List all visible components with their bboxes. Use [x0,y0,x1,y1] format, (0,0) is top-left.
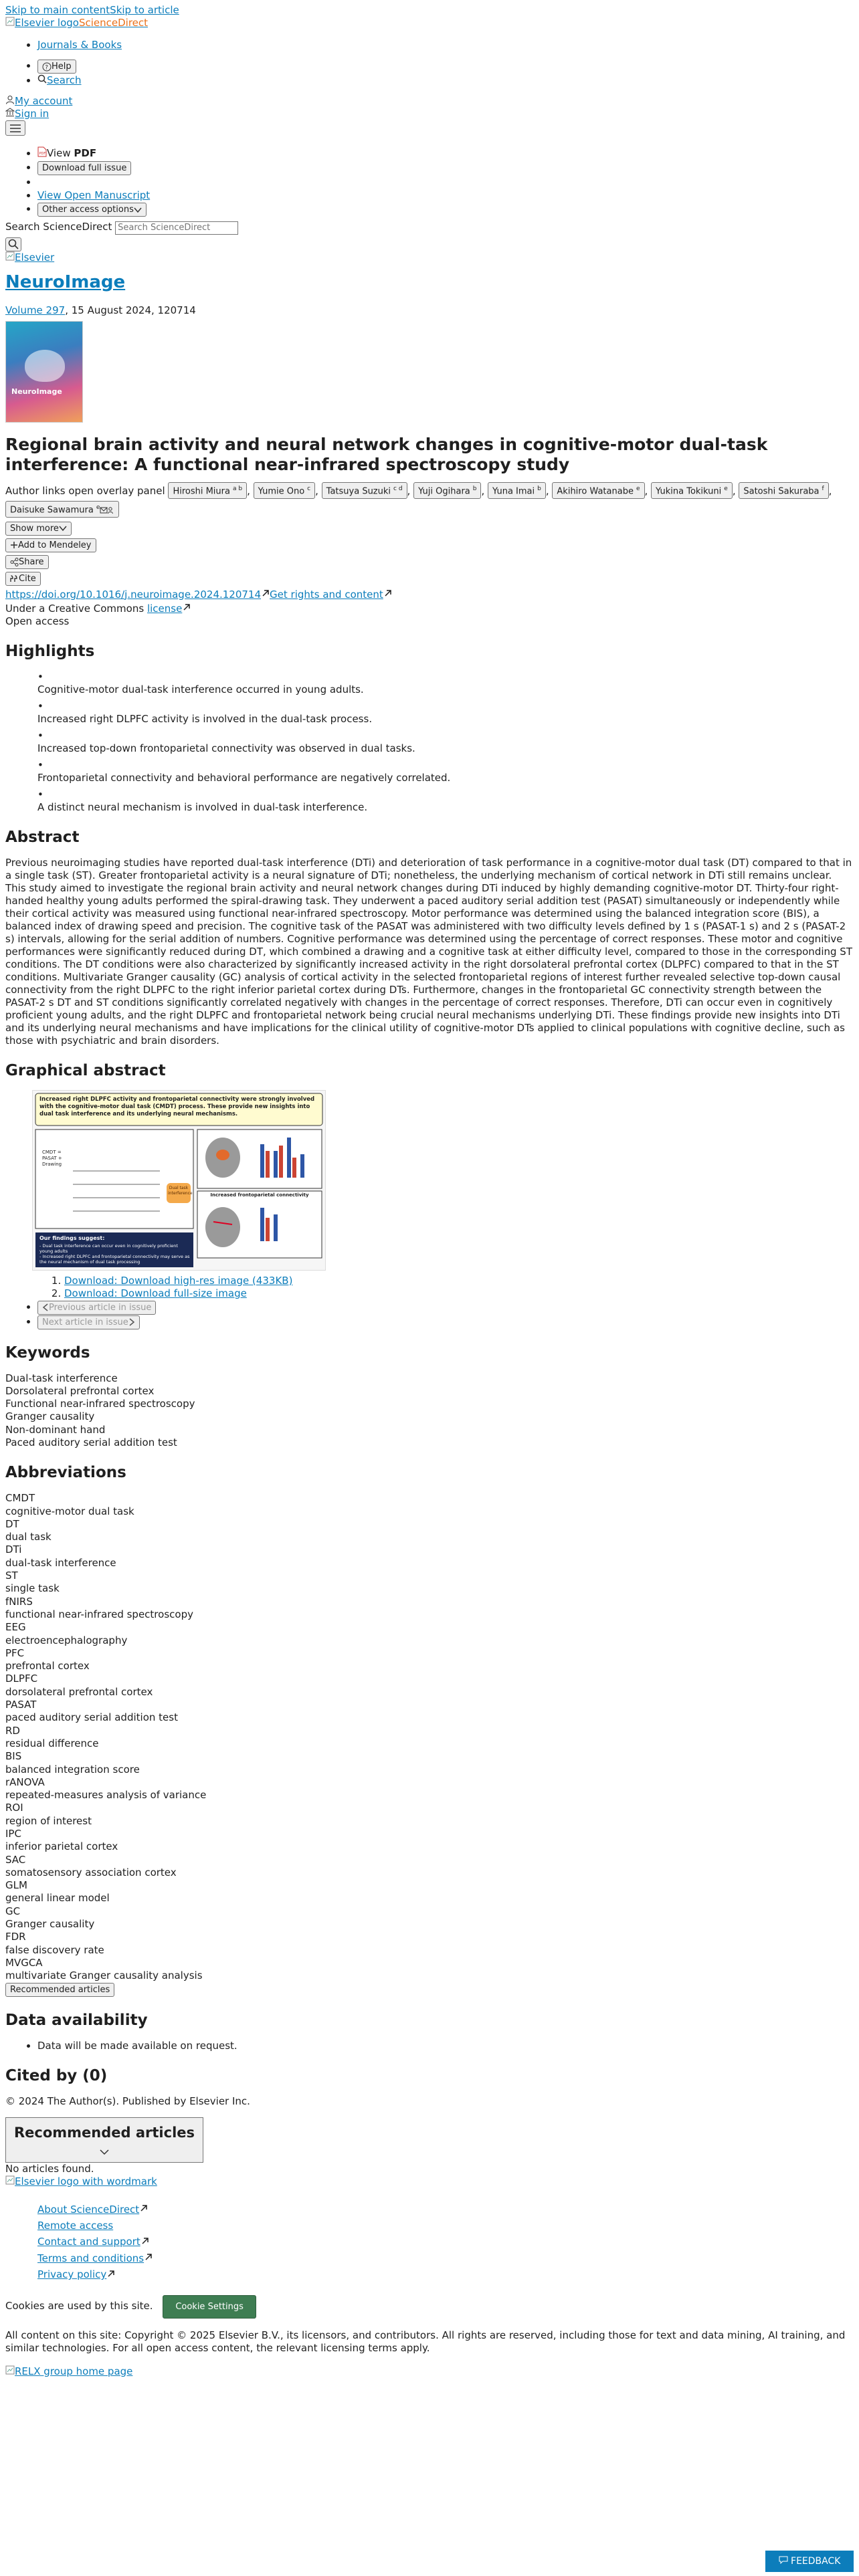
volume-info [5,304,854,317]
highlights-heading: Highlights [5,642,95,660]
legal-text: All content on this site: Copyright © 2025 Elsevier B.V., its licensors, and contributors. All rights are reserved, including those for text and data mining, AI training, and similar technologies. For all open access content, the relevant licensing terms apply. [5,2329,846,2354]
journal-cover-link[interactable] [5,321,854,423]
skip-to-article-link[interactable]: Skip to article [110,4,179,16]
author-separator: , [828,484,832,497]
sciencedirect-wordmark: ScienceDirect [78,17,149,29]
chevron-left-icon [42,1302,49,1313]
help-item [37,60,854,74]
keywords-heading: Keywords [5,1344,90,1362]
author-button[interactable] [413,482,481,498]
download-item [64,1287,854,1300]
journal-link[interactable]: NeuroImage [5,272,126,292]
license-link[interactable]: license [147,602,183,615]
author-affiliation: e [724,486,728,493]
previous-article-label: Previous article in issue [49,1302,152,1313]
abbreviation-term: fNIRS [5,1595,33,1608]
keywords-list [5,1372,854,1450]
cite-label: Cite [19,573,36,584]
author-separator: , [481,484,488,497]
graphical-abstract-downloads [5,1275,854,1300]
data-availability-item: • Data will be made available on request. [37,2040,854,2052]
show-more-button[interactable] [5,522,72,536]
author-separator: , [247,484,254,497]
previous-article-button[interactable] [37,1301,156,1315]
help-label: Help [52,62,72,72]
keyword-item: Granger causality [5,1410,95,1423]
volume-link[interactable]: Volume 297 [5,304,66,316]
footer-logo-link[interactable] [5,2175,157,2187]
footer-link[interactable]: Contact and support [37,2236,140,2248]
abbreviation-definition: Granger causality [5,1918,95,1931]
external-link-icon [106,2267,115,2283]
share-label: Share [19,556,44,567]
other-access-options-button[interactable] [37,203,147,217]
author-affiliation: a b [232,486,243,493]
author-button[interactable] [739,482,828,498]
search-row [5,221,854,235]
keyword-item: Dorsolateral prefrontal cortex [5,1384,155,1397]
no-articles-found: No articles found. [5,2162,94,2175]
search-item [37,74,854,87]
highlight-text: Increased top-down frontoparietal connectivity was observed in dual tasks. [37,742,415,754]
elsevier-publisher-link[interactable] [5,251,54,263]
ga-right-panel-label: Increased frontoparietal connectivity [210,1192,309,1198]
abbreviation-definition: repeated-measures analysis of variance [5,1789,207,1802]
broken-image-icon [5,17,15,29]
footer-logo-alt: Elsevier logo with wordmark [15,2175,157,2187]
ga-dual-task-tag: Dual task interference [168,1185,193,1196]
footer-logo-row [5,2175,854,2188]
graphical-abstract-heading: Graphical abstract [5,1061,166,1079]
next-article-button[interactable] [37,1315,140,1329]
abbreviation-definition: general linear model [5,1892,110,1905]
recommended-articles-button[interactable]: Recommended articles [5,1983,114,1997]
plus-icon [10,540,18,551]
author-name: Akihiro Watanabe [557,486,634,497]
cited-by-heading: Cited by (0) [5,2066,108,2084]
author-button[interactable] [5,501,119,517]
footer-link[interactable]: Terms and conditions [37,2252,145,2264]
highlight-bullet: • [37,729,43,742]
author-list [5,481,854,519]
author-name: Hiroshi Miura [173,486,230,497]
abbreviation-definition: residual difference [5,1737,99,1749]
external-link-icon [182,603,191,615]
my-account-link[interactable]: My account [15,95,73,107]
download-issue-item [37,161,854,175]
footer-link-item [37,2202,854,2218]
license-row [5,603,854,615]
view-pdf-prefix: View [47,147,74,159]
abbreviation-definition: multivariate Granger causality analysis [5,1969,203,1982]
menu-row [5,120,854,136]
author-affiliation: e [96,504,100,512]
abbreviation-term: GLM [5,1879,27,1892]
author-name: Daisuke Sawamura [10,505,94,516]
search-submit-row [5,237,854,251]
search-icon [8,239,19,250]
highlight-item [37,730,854,755]
author-separator: , [644,484,652,497]
view-pdf-link[interactable] [37,147,96,159]
author-button[interactable] [488,482,546,498]
correspondence-icon [100,505,114,516]
search-submit-button[interactable] [5,237,21,251]
pdf-icon [37,146,47,160]
header-tools [5,60,854,87]
chevron-down-icon [134,204,142,215]
highlight-bullet: • [37,670,43,683]
search-icon [37,74,47,87]
open-manuscript-item [37,189,854,202]
chat-icon [779,2551,788,2572]
cover-brain-graphic [25,350,65,382]
highlight-item [37,671,854,696]
author-name: Satoshi Sakuraba [743,486,820,497]
keyword-item: Non-dominant hand [5,1423,106,1436]
view-pdf-bold: PDF [74,147,97,159]
external-link-icon [139,2202,148,2218]
abbreviation-term: IPC [5,1828,21,1840]
cover-title: NeuroImage [11,387,62,396]
author-separator: , [545,484,553,497]
footer-link[interactable]: About ScienceDirect [37,2203,140,2216]
volume-date: , 15 August 2024, 120714 [65,304,196,316]
highlight-item [37,759,854,784]
empty-toolbar-item [37,176,854,189]
download-item [64,1275,854,1287]
highlight-bullet: • [37,700,43,712]
abbreviation-definition: somatosensory association cortex [5,1866,177,1879]
recommended-btn-row [5,1983,854,1997]
next-article-label: Next article in issue [42,1317,128,1327]
help-button[interactable] [37,60,76,74]
share-button[interactable] [5,555,49,569]
hamburger-icon [9,122,22,134]
abbreviation-term: rANOVA [5,1776,45,1788]
recommended-articles-title: Recommended articles [14,2124,195,2141]
highlight-text: Increased right DLPFC activity is involved in the dual-task process. [37,712,373,725]
abbreviation-term: BIS [5,1750,22,1763]
skip-to-main-link[interactable]: Skip to main content [5,4,110,16]
svg-text:PDF: • PDF [39,152,46,156]
chevron-down-icon [100,2146,109,2158]
relx-row [5,2365,854,2378]
abbreviation-term: DT [5,1517,19,1530]
abbreviation-term: ROI [5,1802,23,1814]
abbreviation-definition: paced auditory serial addition test [5,1711,178,1724]
author-separator: , [315,484,322,497]
author-button[interactable] [322,482,407,498]
highlight-item [37,788,854,814]
sign-in-link[interactable]: Sign in [15,108,50,120]
footer-link[interactable]: Privacy policy [37,2268,107,2281]
journals-books-link[interactable]: Journals & Books [37,39,122,51]
broken-image-icon [5,2365,15,2378]
footer-link-item [37,2234,854,2250]
license-prefix: Under a Creative Commons [5,602,147,615]
doi-link[interactable]: https://doi.org/10.1016/j.neuroimage.2024.120714 [5,588,262,601]
abbreviations-heading: Abbreviations [5,1464,126,1482]
broken-image-icon [5,251,15,264]
abbreviation-definition: dual task [5,1531,52,1543]
journal-title [5,272,854,292]
ga-cmdt-label: CMDT = PASAT + Drawing [42,1149,62,1167]
previous-article-item [37,1301,854,1315]
highlight-text: A distinct neural mechanism is involved in dual-task interference. [37,800,368,813]
author-button[interactable] [651,482,733,498]
issue-navigation [5,1301,854,1329]
search-label: Search ScienceDirect [5,221,112,233]
abbreviation-definition: dual-task interference [5,1556,116,1569]
abbreviation-definition: balanced integration score [5,1763,140,1776]
article-toolbar [5,146,854,217]
abbreviation-term: FDR [5,1931,26,1943]
abbreviation-definition: functional near-infrared spectroscopy [5,1608,193,1620]
abbreviation-term: DLPFC [5,1673,38,1685]
institution-icon [5,108,15,120]
abbreviation-term: GC [5,1905,21,1917]
keyword-item: Paced auditory serial addition test [5,1436,177,1448]
highlights-list [5,671,854,814]
download-full-issue-button[interactable]: Download full issue [37,161,131,175]
abbreviations-list [5,1492,854,1982]
author-name: Yumie Ono [258,486,305,497]
abbreviation-definition: single task [5,1582,60,1595]
abbreviation-definition: cognitive-motor dual task [5,1505,134,1517]
search-link[interactable]: Search [47,74,82,86]
download-high-res-link[interactable]: Download: Download high-res image (433KB) [64,1274,293,1287]
open-access-label: Open access [5,615,70,627]
abbreviation-term: PFC [5,1646,25,1659]
graphical-abstract-image[interactable] [32,1090,326,1271]
author-affiliation: e [636,486,640,493]
mendeley-row [5,538,854,552]
ga-findings-text: - Dual task interference can occur even in cognitively proficient young adults - Increased right DLPFC and frontoparietal connectivity may serve as the neural mechanism of dual task processing [39,1243,190,1265]
author-name: Yukina Tokikuni [656,486,722,497]
highlight-bullet: • [37,758,43,771]
menu-button[interactable] [5,120,25,136]
author-affiliation: b [537,486,541,493]
footer-link-item [37,2266,854,2283]
abbreviation-term: CMDT [5,1492,35,1505]
external-link-icon [140,2234,149,2250]
author-affiliation: c [307,486,311,493]
highlight-text: Frontoparietal connectivity and behavioral performance are negatively correlated. [37,771,451,784]
abbreviation-definition: region of interest [5,1814,92,1827]
other-access-item [37,203,854,217]
abstract-text: Previous neuroimaging studies have reported dual-task interference (DTi) and deterioration of task performance in a cognitive-motor dual task (DT) compared to that in a single task (ST). Greater frontoparietal activity is a neural signature of DTi; nonetheless, the underlying mechanism of cortical network in DTi still remains unclear. This study aimed to investigate the regional brain activity and neural network changes during DTi induced by highly demanding cognitive-motor DT. Thirty-four right-handed healthy young adults performed the spiral-drawing task. They underwent a paced auditory serial addition test (PASAT) simultaneously or independently while their cortical activity was measured using functional near-infrared spectroscopy. Motor performance was determined using the balanced integration score (BIS), a balanced index of drawing speed and precision. The cognitive task of the PASAT was administered with two difficulty levels defined by 1 s (PASAT-1 s) and 2 s (PASAT-2 s) intervals, allowing for the serial addition of numbers. Cognitive performance was determined using the percentage of correct responses. These motor and cognitive performances were significantly reduced during DT, which combined a drawing and a cognitive task at either difficulty level, compared to those in the corresponding ST conditions. The DT conditions were also characterized by significantly increased activity in the right dorsolateral prefrontal cortex (DLPFC) compared to that in the ST conditions. Multivariate Granger causality (GC) analysis of cortical activity in the selected frontoparietal regions of interest further revealed selective top-down causal connectivity from the right DLPFC to the right inferior parietal cortex during DTs. Furthermore, changes in the frontoparietal GC connectivity strength between the PASAT-2 s DT and ST conditions significantly correlated negatively with changes in the percentage of correct responses. Therefore, DTi can occur even in cognitively proficient young adults, and the right DLPFC and frontoparietal network being crucial neural mechanisms underlying DTi. These findings provide new insights into DTi and its underlying neural mechanisms and have implications for the clinical utility of cognitive-motor DTs applied to clinical populations with cognitive decline, such as those with psychiatric and brain disorders. [5,856,852,1047]
elsevier-logo-alt: Elsevier logo [15,17,79,29]
view-open-manuscript-link[interactable]: View Open Manuscript [37,189,151,201]
footer-link[interactable]: Remote access [37,2220,114,2232]
add-mendeley-label: Add to Mendeley [18,540,92,550]
data-availability-list [5,2040,854,2052]
ga-banner-text: Increased right DLPFC activity and frontoparietal connectivity were strongly involved with the cognitive-motor dual task (CMDT) process. These provide new insights into dual task interference and its underlying neural mechanisms. [39,1095,315,1117]
highlight-text: Cognitive-motor dual-task interference occurred in young adults. [37,683,364,695]
abbreviation-definition: inferior parietal cortex [5,1840,118,1853]
show-more-label: Show more [10,523,59,534]
author-separator: , [732,484,739,497]
abbreviation-term: PASAT [5,1699,37,1711]
author-button[interactable] [254,482,315,498]
author-affiliation: b [472,486,477,493]
highlight-bullet: • [37,788,43,800]
footer-link-item [37,2250,854,2267]
author-name: Yuna Imai [492,486,535,497]
cite-row [5,572,854,586]
author-name: Tatsuya Suzuki [326,486,391,497]
footer-links [5,2202,854,2283]
svg-text:?: • ? [45,64,49,71]
author-name: Yuji Ogihara [418,486,470,497]
author-separator: , [407,484,414,497]
author-button[interactable] [168,482,247,498]
abbreviation-definition: dorsolateral prefrontal cortex [5,1685,153,1698]
skip-links [5,4,854,17]
recommended-articles-toggle[interactable] [5,2117,203,2163]
keyword-item: Functional near-infrared spectroscopy [5,1398,195,1410]
publisher-alt: Elsevier [15,251,55,263]
author-button[interactable] [552,482,644,498]
abstract-heading: Abstract [5,828,80,846]
relx-home-link[interactable] [5,2365,132,2377]
rights-link[interactable]: Get rights and content [270,588,383,601]
signin-row [5,108,854,120]
cookies-row [5,2295,854,2319]
data-availability-heading: Data availability [5,2011,148,2029]
broken-image-icon [5,2175,15,2188]
abbreviation-definition: prefrontal cortex [5,1660,90,1673]
footer-link-item [37,2218,854,2234]
keyword-item: Dual-task interference [5,1372,118,1384]
copyright-text: © 2024 The Author(s). Published by Elsevier Inc. [5,2095,250,2107]
doi-row [5,588,854,601]
header-nav [5,39,854,51]
view-pdf-item [37,146,854,160]
cookie-settings-button[interactable]: Cookie Settings [163,2295,256,2319]
show-more-row [5,522,854,536]
ga-findings-title: Our findings suggest: [39,1235,105,1241]
abbreviation-term: SAC [5,1853,26,1866]
abbreviation-term: ST [5,1570,18,1582]
publisher-logo-row [5,251,854,264]
home-link[interactable] [5,17,148,29]
other-access-label: Other access options [42,205,134,215]
abbreviation-definition: false discovery rate [5,1943,104,1956]
author-links-label: Author links open overlay panel [5,484,165,497]
share-row [5,555,854,569]
article-title: Regional brain activity and neural network changes in cognitive-motor dual-task interference: A functional near-infrared spectroscopy study [5,434,768,474]
share-icon [10,556,19,568]
relx-alt: RELX group home page [15,2365,133,2377]
person-icon [5,95,15,108]
account-row [5,95,854,108]
author-affiliation: c d [393,486,403,493]
chevron-right-icon [128,1317,135,1328]
feedback-label: FEEDBACK [791,2556,841,2567]
external-link-icon [144,2250,153,2266]
author-affiliation: f [822,486,824,493]
quote-icon [10,573,19,584]
feedback-button[interactable] [765,2551,854,2572]
chevron-down-icon [59,523,67,534]
header-logo [5,17,854,29]
journal-cover-image [5,321,83,423]
search-input[interactable] [115,221,238,235]
next-article-item [37,1315,854,1329]
abbreviation-term: EEG [5,1621,26,1634]
download-full-size-link[interactable]: Download: Download full-size image [64,1287,247,1299]
add-to-mendeley-button[interactable] [5,538,96,552]
abbreviation-term: DTi [5,1543,22,1556]
abbreviation-definition: electroencephalography [5,1634,128,1646]
abbreviation-term: RD [5,1724,20,1737]
external-link-icon [383,588,392,601]
page [5,4,854,2378]
help-icon [42,61,52,72]
nav-item [37,39,854,51]
external-link-icon [261,588,270,601]
abbreviation-term: MVGCA [5,1956,43,1969]
highlight-item [37,700,854,726]
cookies-text: Cookies are used by this site. [5,2299,153,2312]
cite-button[interactable] [5,572,41,586]
